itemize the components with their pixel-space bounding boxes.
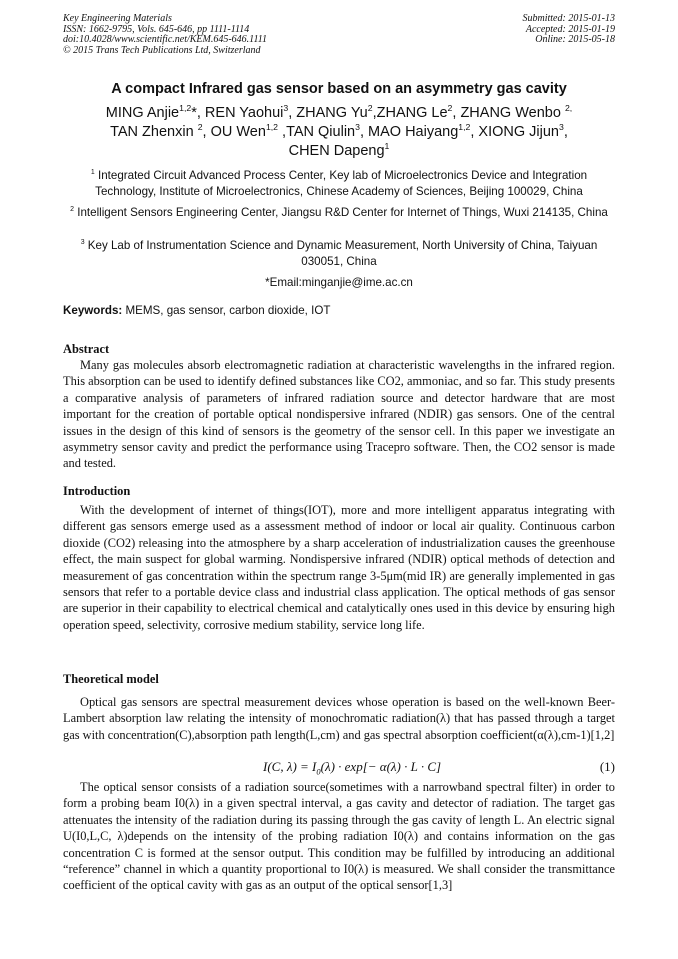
affiliation-1: $^1$ Integrated Circuit Advanced Process Center, Key lab of Microelectronics Device and Integration Technology, Institute of Microelectronics, Chinese Academy of Sciences, Beijing 100029, China [90,169,588,198]
journal-info [63,14,267,56]
affiliation-3: $^3$ Key Lab of Instrumentation Science and Dynamic Measurement, North University of China, Taiyuan 030051, China [80,239,598,268]
affiliation-2: $^2$ Intelligent Sensors Engineering Center, Jiangsu R&D Center for Internet of Things, Wuxi 214135, China [70,206,608,219]
author: MAO Haiyang$^{1,2}$, [368,122,479,140]
equation-number: (1) [599,759,615,774]
author: OU Wen$^{1,2}$ , [210,122,287,140]
corresponding-email: *Email:minganjie@ime.ac.cn [265,276,413,289]
keywords-label: Keywords: [63,304,123,317]
keywords [63,304,615,317]
author: MING Anjie$^{1,2}$*, [105,103,205,121]
submitted-date: Submitted: 2015-01-13 [522,13,615,24]
author: CHEN Dapeng$^1$ [288,141,390,159]
author: XIONG Jijun$^3$, [478,122,568,140]
author: REN Yaohui$^3$, [204,103,297,121]
author-list [63,104,615,161]
author: TAN Qiulin$^3$, [286,122,369,140]
accepted-date: Accepted: 2015-01-19 [525,23,615,35]
author: TAN Zhenxin $^2$, [110,122,211,140]
online-date: Online: 2015-05-18 [535,34,615,45]
abstract-text: Many gas molecules absorb electromagnetic radiation at characteristic wavelengths in the infrared region. This absorption can be used to identify defined substances like CO2, ammoniac, and so far. This study presents a comparative analysis of parameters of infrared radiation source and detector hardware that are most important for the creation of portable optical nondispersive infrared (NDIR) gas sensors. One of the central issues in the design of this kind of sensors is the geometry of the sensor cell. In this paper we investigate an asymmetry sensor cavity and predict the performance using Tracepro software. Then, the CO2 sensor is made and tested. [63,358,615,471]
dates-info [523,14,616,46]
introduction-text: With the development of internet of things(IOT), more and more intelligent apparatus integrating with different gas sensors emerge used as a assessment method of indoor or local air quality. Continuous carbon dioxide (CO2) releasing into the atmosphere by a sharp acceleration of industrialization causes the greenhouse effect, the main suspect for global warming. Nondispersive infrared (NDIR) optical methods of detection and measurement of gas concentration within the spectrum range 3-5μm(mid IR) are generally implemented in gas sensors that refer to a portable device class and industrial class application. The optical methods of gas sensor are superior in their capability to electrical chemical and catalytically ones used in this device by ensuring high operation speed, selectivity, corrosive medium stability, service long life. [63,503,615,632]
author: ZHANG Wenbo $^{2,}$ [460,103,573,121]
author: ZHANG Le$^2$, [376,103,461,121]
theoretical-paragraph-2: The optical sensor consists of a radiation source(sometimes with a narrowband spectral filter) in order to form a probing beam I0(λ) in a given spectral interval, a gas cavity and detector of radiation. The target gas attenuates the intensity of the radiation during its passing through the gas cavity of length L. An electric signal U(I0,L,C, λ)depends on the intensity of the probing radiation I0(λ) and contains information on the gas concentration C is formed at the sensor output. This condition may be fulfilled by introducing an additional “reference” channel in which a quantity proportional to I0(λ) is measured. We shall consider the transmittance coefficient of the optical cavity with gas as an output of the optical sensor[1,3] [63,780,615,893]
journal-doi: doi:10.4028/www.scientific.net/KEM.645-646.1111 [63,34,267,45]
paper-title: A compact Infrared gas sensor based on an asymmetry gas cavity [111,81,567,97]
introduction-heading: Introduction [63,484,131,498]
theoretical-paragraph-1: Optical gas sensors are spectral measurement devices whose operation is based on the well-known Beer-Lambert absorption law relating the intensity of monochromatic radiation(λ) that has passed through a target gas with concentration(C),absorption path length(L,cm) and gas spectral absorption coefficient(α(λ),cm-1)[1,2] [63,695,615,742]
author: ZHANG Yu$^2$, [296,103,377,121]
abstract-heading: Abstract [63,342,110,356]
keywords-text: MEMS, gas sensor, carbon dioxide, IOT [122,304,331,317]
journal-issn: ISSN: 1662-9795, Vols. 645-646, pp 1111-1114 [63,23,250,35]
theoretical-heading: Theoretical model [63,672,159,686]
journal-copyright: © 2015 Trans Tech Publications Ltd, Switzerland [63,44,261,56]
journal-name: Key Engineering Materials [63,13,172,24]
equation-formula: I(C, $\lambda) = I_0(\lambda) \cdot \exp[- \alpha(\lambda) \cdot L \cdot C]$ [263,759,442,777]
